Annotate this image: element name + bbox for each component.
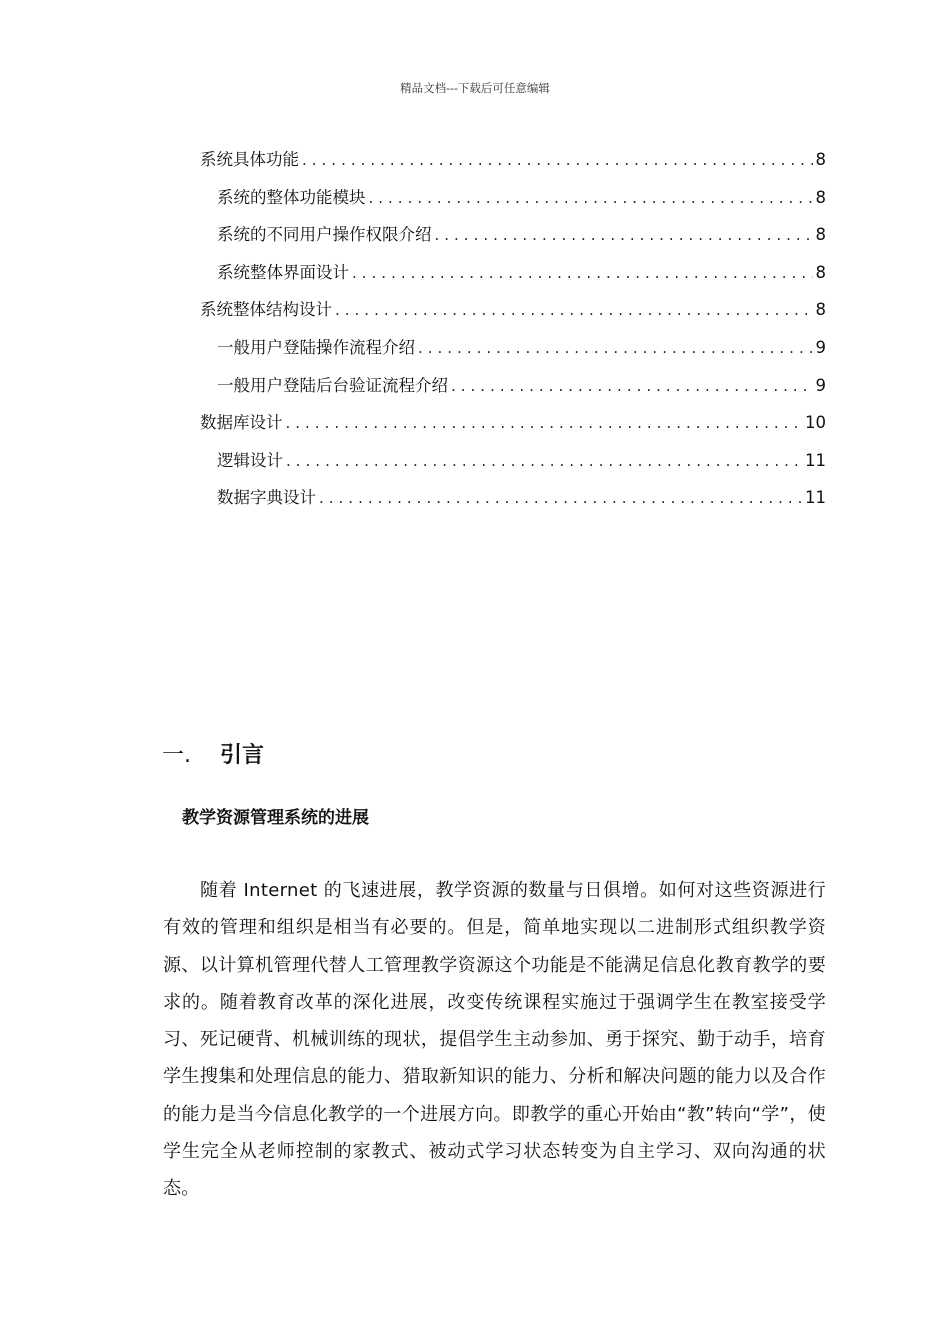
toc-leader-dots [302, 151, 813, 169]
toc-entry-page: 8 [815, 225, 826, 245]
toc-entry-label: 系统整体界面设计 [217, 262, 349, 282]
toc-leader-dots [418, 339, 813, 357]
toc-entry[interactable] [200, 409, 826, 447]
toc-entry-page: 11 [805, 488, 826, 508]
toc-entry-page: 9 [815, 337, 826, 357]
toc-entry-label: 数据字典设计 [217, 488, 316, 508]
toc-entry-label: 系统的不同用户操作权限介绍 [217, 225, 432, 245]
toc-entry-label: 逻辑设计 [217, 450, 283, 470]
toc-entry[interactable] [200, 334, 826, 372]
toc-entry[interactable] [200, 296, 826, 334]
toc-leader-dots [286, 452, 802, 470]
toc-entry[interactable] [200, 146, 826, 184]
toc-entry[interactable] [200, 221, 826, 259]
section-heading [162, 738, 264, 769]
toc-entry-label: 系统具体功能 [200, 150, 299, 169]
toc-leader-dots [319, 489, 802, 507]
toc-leader-dots [435, 226, 813, 244]
toc-leader-dots [451, 377, 813, 395]
table-of-contents [200, 146, 826, 522]
toc-entry-label: 一般用户登陆后台验证流程介绍 [217, 375, 448, 395]
section-title: 引言 [220, 743, 265, 768]
toc-entry[interactable] [200, 259, 826, 297]
toc-entry-label: 数据库设计 [200, 413, 283, 433]
toc-entry-page: 8 [815, 300, 826, 320]
toc-entry-page: 10 [805, 413, 826, 433]
toc-leader-dots [369, 189, 813, 207]
subsection-heading: 教学资源管理系统的进展 [182, 808, 369, 828]
toc-leader-dots [352, 264, 813, 282]
toc-leader-dots [335, 301, 813, 319]
toc-entry-label: 系统的整体功能模块 [217, 187, 366, 207]
toc-entry-label: 一般用户登陆操作流程介绍 [217, 337, 415, 357]
body-paragraph: 随着 Internet 的飞速进展，教学资源的数量与日俱增。如何对这些资源进行有效的管理和组织是相当有必要的。但是，简单地实现以二进制形式组织教学资源、以计算机管理代替人工管理教学资源这个功能是不能满足信息化教育教学的要求的。随着教育改革的深化进展，改变传统课程实施过于强调学生在教室接受学习、死记硬背、机械训练的现状，提倡学生主动参加、勇于探究、勤于动手，培育学生搜集和处理信息的能力、猎取新知识的能力、分析和解决问题的能力以及合作的能力是当今信息化教学的一个进展方向。即教学的重心开始由“教”转向“学”，使学生完全从老师控制的家教式、被动式学习状态转变为自主学习、双向沟通的状态。 [163, 880, 826, 1200]
toc-entry-page: 9 [815, 375, 826, 395]
toc-leader-dots [286, 414, 803, 432]
page-header: 精品文档---下载后可任意编辑 [400, 81, 550, 95]
toc-entry-label: 系统整体结构设计 [200, 300, 332, 320]
toc-entry-page: 8 [815, 187, 826, 207]
toc-entry[interactable] [200, 184, 826, 222]
toc-entry[interactable] [200, 372, 826, 410]
toc-entry-page: 8 [815, 150, 826, 169]
toc-entry[interactable] [200, 484, 826, 522]
toc-entry[interactable] [200, 447, 826, 485]
toc-entry-page: 11 [805, 450, 826, 470]
toc-entry-page: 8 [815, 262, 826, 282]
section-number: 一. [162, 743, 191, 768]
